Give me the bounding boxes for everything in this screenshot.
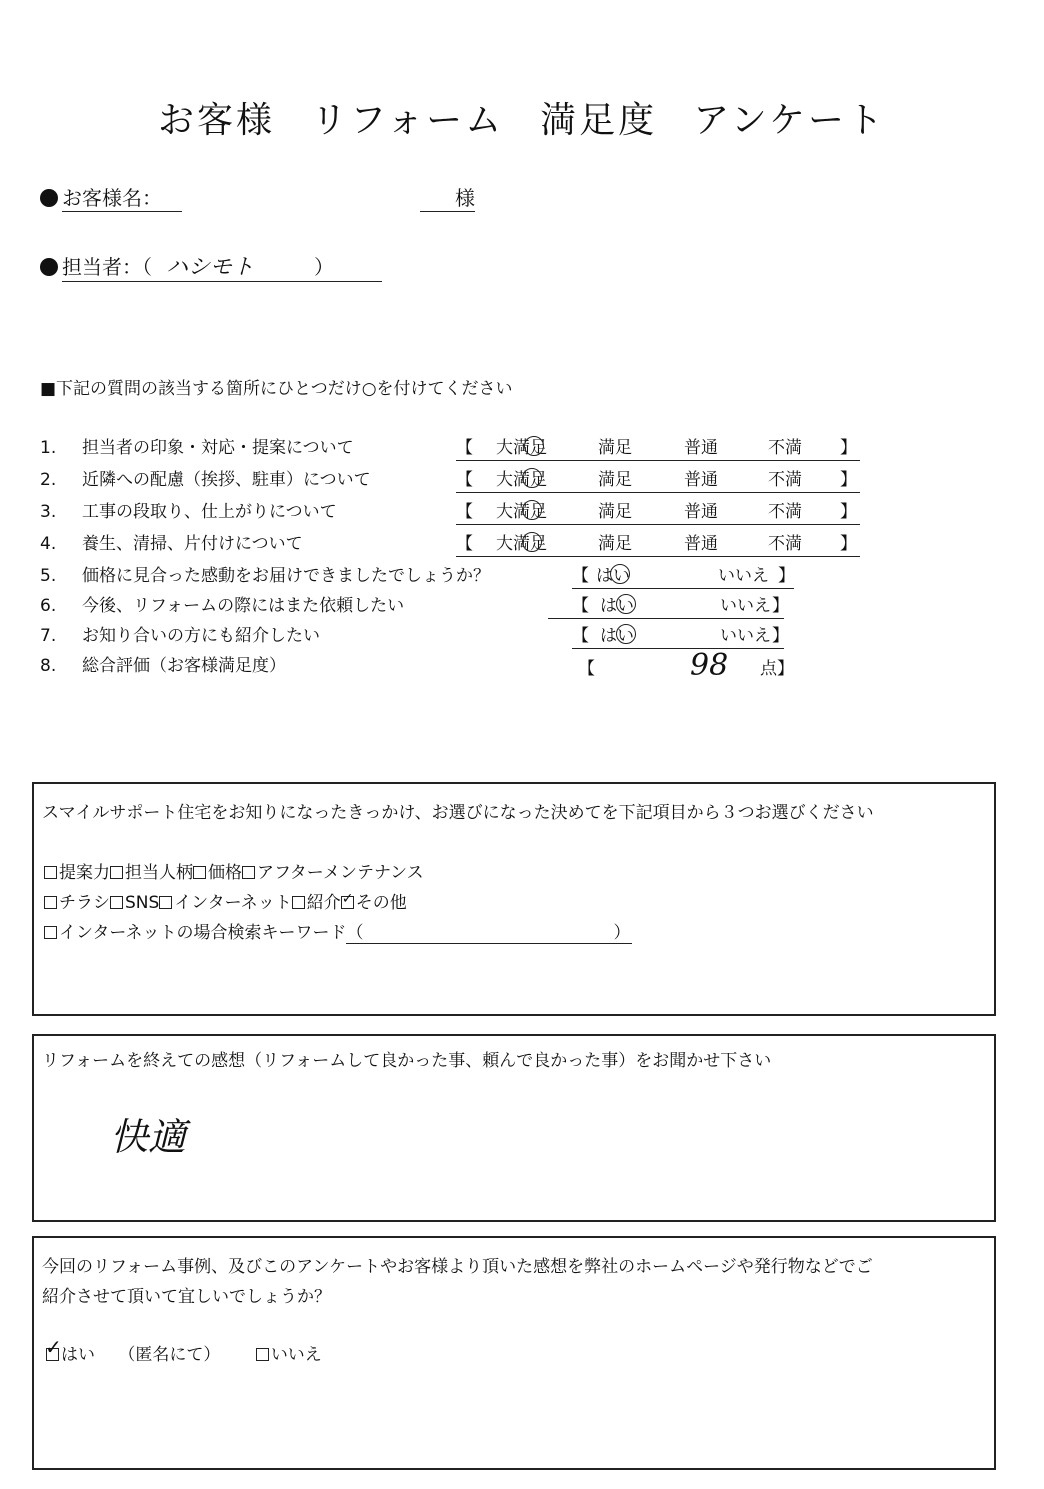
instruction-text: ■下記の質問の該当する箇所にひとつだけ○を付けてください [40,379,513,399]
option-satisfied[interactable]: 満足 [598,438,632,458]
customer-name-field [40,182,182,212]
checkbox-icon[interactable] [159,896,172,909]
consent-question-line-1: 今回のリフォーム事例、及びこのアンケートやお客様より頂いた感想を弊社のホームページや発行物などでご [42,1257,873,1277]
question-8: 8. 総合評価（お客様満足度） [40,656,286,676]
impressions-answer-handwritten: 快適 [110,1115,187,1159]
yes-no-q6: 【 はい いいえ 】 [548,594,784,619]
checkbox-icon[interactable] [110,896,123,909]
option-normal[interactable]: 普通 [684,470,718,490]
option-dissatisfied[interactable]: 不満 [768,470,802,490]
rating-scale-q3: 【 大満足 満足 普通 不満 】 [456,500,860,525]
option-normal[interactable]: 普通 [684,438,718,458]
checkbox-icon[interactable] [256,1348,269,1361]
checkbox-icon[interactable] [110,866,123,879]
question-7: 7. お知り合いの方にも紹介したい [40,626,320,646]
consent-options: ✓ はい （匿名にて） いいえ [45,1335,322,1365]
option-very-satisfied[interactable]: 大満足 [496,534,547,554]
question-5: 5. 価格に見合った感動をお届けできましたでしょうか？ [40,566,490,586]
checkbox-icon[interactable] [44,926,57,939]
option-very-satisfied[interactable]: 大満足 [496,470,547,490]
question-3: 3. 工事の段取り、仕上がりについて [40,502,337,522]
checkbox-icon[interactable] [292,896,305,909]
selected-circle-mark [610,564,630,584]
option-normal[interactable]: 普通 [684,502,718,522]
referral-source-box [32,782,996,1016]
option-no[interactable]: いいえ [718,566,769,586]
option-dissatisfied[interactable]: 不満 [768,534,802,554]
option-very-satisfied[interactable]: 大満足 [496,502,547,522]
option-satisfied[interactable]: 満足 [598,502,632,522]
rating-scale-q4: 【 大満足 満足 普通 不満 】 [456,532,860,557]
staff-field: 担当者：（ ハシモト ） [40,250,382,282]
rating-scale-q1: 【 大満足 満足 普通 不満 】 [456,436,860,461]
publish-consent-box [32,1236,996,1470]
option-satisfied[interactable]: 満足 [598,534,632,554]
selected-circle-mark [616,624,636,644]
option-no: いいえ [270,1345,322,1365]
selected-circle-mark [522,532,542,552]
selected-circle-mark [522,500,542,520]
option-yes[interactable]: はい [596,566,630,586]
staff-label: 担当者：（ [62,255,152,279]
page-title: お客様 リフォーム 満足度 アンケート [157,100,887,141]
rating-scale-q2: 【 大満足 満足 普通 不満 】 [456,468,860,493]
selected-circle-mark [522,468,542,488]
consent-question-line-2: 紹介させて頂いて宜しいでしょうか？ [42,1287,331,1307]
question-1: 1. 担当者の印象・対応・提案について [40,438,354,458]
option-very-satisfied[interactable]: 大満足 [496,438,547,458]
checkbox-checked-icon[interactable]: ✓ [45,1335,62,1359]
checkbox-icon[interactable] [242,866,255,879]
option-no[interactable]: いいえ [720,596,771,616]
checkbox-icon[interactable] [193,866,206,879]
option-yes[interactable]: はい [600,626,634,646]
impressions-heading: リフォームを終えての感想（リフォームして良かった事、頼んで良かった事）をお聞かせ下さい [42,1051,772,1071]
score-handwritten: 98 [690,648,729,683]
bullet-icon [40,189,58,207]
option-yes: はい [61,1345,95,1365]
option-satisfied[interactable]: 満足 [598,470,632,490]
total-score: 【 98 点】 [578,648,794,683]
impressions-box [32,1034,996,1222]
customer-name-label: お客様名： [62,182,182,212]
question-2: 2. 近隣への配慮（挨拶、駐車）について [40,470,371,490]
selected-circle-mark [524,436,544,456]
selected-circle-mark [616,594,636,614]
referral-heading: スマイルサポート住宅をお知りになったきっかけ、お選びになった決めてを下記項目から３つお選びください [42,803,874,823]
option-normal[interactable]: 普通 [684,534,718,554]
question-4: 4. 養生、清掃、片付けについて [40,534,303,554]
yes-no-q7: 【 はい いいえ 】 [572,624,784,649]
option-no[interactable]: いいえ [720,626,771,646]
option-dissatisfied[interactable]: 不満 [768,502,802,522]
checkbox-row-1: 提案力 担当人柄 価格 アフターメンテナンス [44,858,424,883]
option-dissatisfied[interactable]: 不満 [768,438,802,458]
checkbox-icon[interactable] [44,866,57,879]
staff-name-handwritten: ハシモト [166,255,255,280]
checkbox-row-3: インターネットの場合検索キーワード（ ） [44,918,632,944]
yes-no-q5: 【 はい いいえ 】 [572,564,794,589]
option-yes[interactable]: はい [600,596,634,616]
checkbox-checked-icon[interactable]: ✓ [341,891,354,907]
customer-suffix: 様 [420,182,475,212]
checkbox-icon[interactable] [44,896,57,909]
checkbox-row-2: チラシ SNS インターネット 紹介 ✓ その他 [44,888,407,913]
question-6: 6. 今後、リフォームの際にはまた依頼したい [40,596,405,616]
bullet-icon [40,258,58,276]
